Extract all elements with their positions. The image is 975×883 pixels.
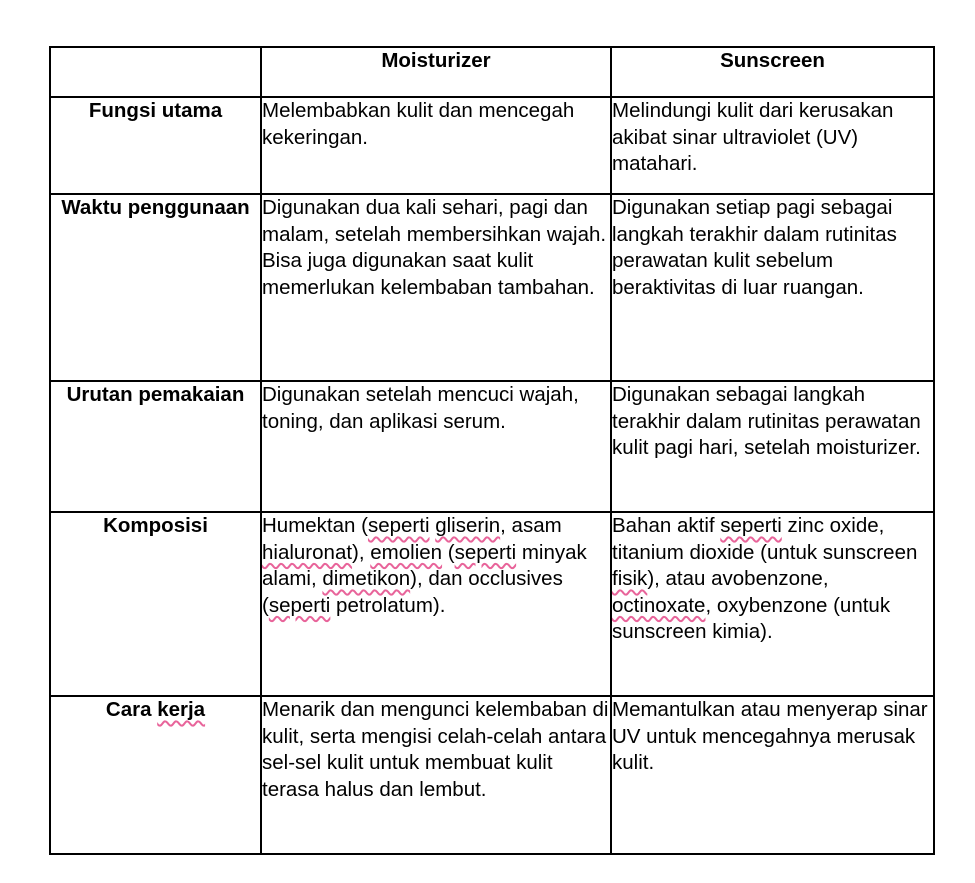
text-segment: , oxybenzone (untuk sunscreen kimia).: [612, 593, 891, 643]
header-corner-cell: [50, 47, 261, 97]
text-segment: Bahan aktif: [612, 514, 721, 537]
row-label-komposisi: Komposisi: [50, 512, 261, 696]
cell-sunscreen-urutan-pemakaian: Digunakan sebagai langkah terakhir dalam rutinitas perawatan kulit pagi hari, setelah moisturizer.: [611, 381, 934, 512]
header-moisturizer: Moisturizer: [261, 47, 611, 97]
text-segment: ), dan occlusives (: [262, 567, 563, 617]
header-row: [50, 47, 934, 97]
table-row-fungsi-utama: [50, 97, 934, 194]
spellcheck-word[interactable]: kerja: [157, 698, 206, 721]
cell-moisturizer-waktu-penggunaan: Digunakan dua kali sehari, pagi dan malam, setelah membersihkan wajah. Bisa juga digunakan saat kulit memerlukan kelembaban tambahan.: [261, 194, 611, 381]
cell-sunscreen-fungsi-utama: Melindungi kulit dari kerusakan akibat sinar ultraviolet (UV) matahari.: [611, 97, 934, 194]
spellcheck-word[interactable]: gliserin: [435, 514, 501, 537]
cell-moisturizer-urutan-pemakaian: Digunakan setelah mencuci wajah, toning, dan aplikasi serum.: [261, 381, 611, 512]
cell-moisturizer-komposisi: [261, 512, 611, 696]
spellcheck-word[interactable]: seperti: [367, 514, 430, 537]
row-label-fungsi-utama: Fungsi utama: [50, 97, 261, 194]
text-segment: Humektan (: [262, 514, 368, 537]
text-segment: ), atau avobenzone,: [647, 567, 829, 590]
table-row-urutan-pemakaian: [50, 381, 934, 512]
text-segment: minyak alami,: [262, 540, 587, 590]
cell-sunscreen-komposisi: [611, 512, 934, 696]
header-sunscreen: Sunscreen: [611, 47, 934, 97]
table-row-komposisi: [50, 512, 934, 696]
row-label-text: Cara: [105, 698, 158, 721]
text-segment: zinc oxide, titanium dioxide (untuk sunscreen: [612, 514, 918, 564]
spellcheck-word[interactable]: dimetikon: [322, 567, 411, 590]
cell-moisturizer-cara-kerja: Menarik dan mengunci kelembaban di kulit, serta mengisi celah-celah antara sel-sel kulit untuk membuat kulit terasa halus dan lembut.: [261, 696, 611, 854]
text-segment: ),: [352, 540, 371, 564]
spellcheck-word[interactable]: fisik: [612, 567, 648, 590]
text-segment: , asam: [500, 514, 562, 537]
spellcheck-word[interactable]: emolien: [370, 540, 443, 564]
spellcheck-word[interactable]: seperti: [454, 540, 517, 564]
text-segment: (: [442, 540, 455, 564]
spellcheck-word[interactable]: hialuronat: [262, 540, 353, 564]
cell-moisturizer-fungsi-utama: Melembabkan kulit dan mencegah kekeringan.: [261, 97, 611, 194]
table-row-waktu-penggunaan: [50, 194, 934, 381]
table-row-cara-kerja: [50, 696, 934, 854]
cell-sunscreen-waktu-penggunaan: Digunakan setiap pagi sebagai langkah terakhir dalam rutinitas perawatan kulit sebelum beraktivitas di luar ruangan.: [611, 194, 934, 381]
spellcheck-word[interactable]: octinoxate: [612, 593, 706, 617]
row-label-cara-kerja: [50, 696, 261, 854]
row-label-urutan-pemakaian: Urutan pemakaian: [50, 381, 261, 512]
spellcheck-word[interactable]: seperti: [720, 514, 782, 537]
cell-sunscreen-cara-kerja: Memantulkan atau menyerap sinar UV untuk mencegahnya merusak kulit.: [611, 696, 934, 854]
text-segment: petrolatum).: [330, 593, 446, 617]
comparison-table: [49, 46, 935, 855]
row-label-waktu-penggunaan: Waktu penggunaan: [50, 194, 261, 381]
spellcheck-word[interactable]: seperti: [268, 593, 331, 617]
